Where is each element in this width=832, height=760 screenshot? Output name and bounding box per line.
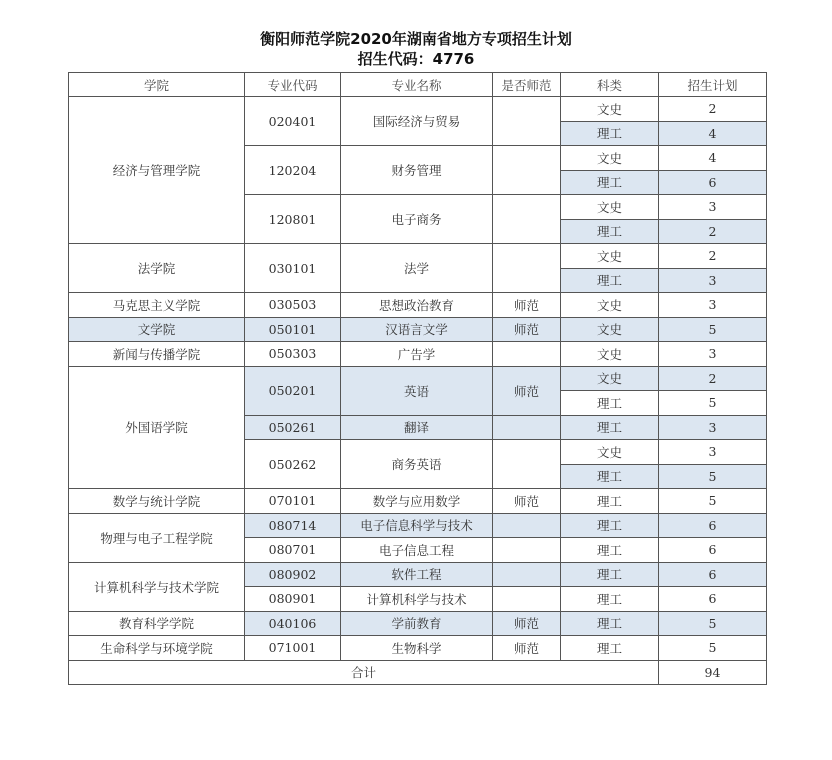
normal-cell: 师范 bbox=[493, 317, 561, 342]
subject-cell: 理工 bbox=[561, 464, 659, 489]
college-cell: 计算机科学与技术学院 bbox=[69, 562, 245, 611]
subject-cell: 理工 bbox=[561, 587, 659, 612]
table-row bbox=[69, 611, 767, 636]
plan-cell: 6 bbox=[659, 513, 767, 538]
table-row bbox=[69, 342, 767, 367]
header-major: 专业名称 bbox=[341, 73, 493, 97]
plan-cell: 4 bbox=[659, 121, 767, 146]
code-cell: 080902 bbox=[245, 562, 341, 587]
normal-cell bbox=[493, 244, 561, 293]
normal-cell bbox=[493, 415, 561, 440]
subject-cell: 文史 bbox=[561, 97, 659, 122]
subject-cell: 文史 bbox=[561, 146, 659, 171]
college-cell: 法学院 bbox=[69, 244, 245, 293]
plan-cell: 5 bbox=[659, 464, 767, 489]
college-cell: 马克思主义学院 bbox=[69, 293, 245, 318]
normal-cell bbox=[493, 513, 561, 538]
code-cell: 050303 bbox=[245, 342, 341, 367]
code-cell: 080701 bbox=[245, 538, 341, 563]
code-cell: 120204 bbox=[245, 146, 341, 195]
college-cell: 物理与电子工程学院 bbox=[69, 513, 245, 562]
subject-cell: 理工 bbox=[561, 415, 659, 440]
major-cell: 商务英语 bbox=[341, 440, 493, 489]
college-cell: 新闻与传播学院 bbox=[69, 342, 245, 367]
subject-cell: 理工 bbox=[561, 489, 659, 514]
total-value: 94 bbox=[659, 660, 767, 685]
college-cell: 生命科学与环境学院 bbox=[69, 636, 245, 661]
plan-cell: 4 bbox=[659, 146, 767, 171]
enrollment-plan-table bbox=[68, 72, 767, 685]
subject-cell: 文史 bbox=[561, 440, 659, 465]
code-cell: 020401 bbox=[245, 97, 341, 146]
code-cell: 030503 bbox=[245, 293, 341, 318]
college-cell: 数学与统计学院 bbox=[69, 489, 245, 514]
major-cell: 电子信息工程 bbox=[341, 538, 493, 563]
normal-cell bbox=[493, 562, 561, 587]
code-cell: 071001 bbox=[245, 636, 341, 661]
major-cell: 汉语言文学 bbox=[341, 317, 493, 342]
header-college: 学院 bbox=[69, 73, 245, 97]
total-label: 合计 bbox=[69, 660, 659, 685]
normal-cell bbox=[493, 587, 561, 612]
subject-cell: 文史 bbox=[561, 293, 659, 318]
code-cell: 040106 bbox=[245, 611, 341, 636]
plan-cell: 5 bbox=[659, 317, 767, 342]
subject-cell: 理工 bbox=[561, 170, 659, 195]
plan-cell: 3 bbox=[659, 293, 767, 318]
subject-cell: 理工 bbox=[561, 636, 659, 661]
college-cell: 外国语学院 bbox=[69, 366, 245, 489]
admission-code: 招生代码：4776 bbox=[357, 50, 475, 68]
table-row bbox=[69, 293, 767, 318]
major-cell: 电子商务 bbox=[341, 195, 493, 244]
subject-cell: 理工 bbox=[561, 513, 659, 538]
table-row bbox=[69, 366, 767, 391]
header-normal: 是否师范 bbox=[493, 73, 561, 97]
normal-cell: 师范 bbox=[493, 611, 561, 636]
header-code: 专业代码 bbox=[245, 73, 341, 97]
normal-cell bbox=[493, 342, 561, 367]
table-row bbox=[69, 317, 767, 342]
major-cell: 学前教育 bbox=[341, 611, 493, 636]
plan-cell: 3 bbox=[659, 268, 767, 293]
subject-cell: 理工 bbox=[561, 121, 659, 146]
plan-cell: 2 bbox=[659, 244, 767, 269]
major-cell: 国际经济与贸易 bbox=[341, 97, 493, 146]
plan-cell: 6 bbox=[659, 562, 767, 587]
normal-cell bbox=[493, 440, 561, 489]
plan-cell: 5 bbox=[659, 611, 767, 636]
code-cell: 050262 bbox=[245, 440, 341, 489]
major-cell: 英语 bbox=[341, 366, 493, 415]
total-row bbox=[69, 660, 767, 685]
header-subject: 科类 bbox=[561, 73, 659, 97]
major-cell: 数学与应用数学 bbox=[341, 489, 493, 514]
plan-cell: 2 bbox=[659, 97, 767, 122]
code-cell: 050101 bbox=[245, 317, 341, 342]
code-cell: 050201 bbox=[245, 366, 341, 415]
plan-cell: 6 bbox=[659, 170, 767, 195]
normal-cell: 师范 bbox=[493, 636, 561, 661]
table-header-row bbox=[69, 73, 767, 97]
subject-cell: 理工 bbox=[561, 611, 659, 636]
major-cell: 广告学 bbox=[341, 342, 493, 367]
table-row bbox=[69, 244, 767, 269]
code-cell: 070101 bbox=[245, 489, 341, 514]
major-cell: 生物科学 bbox=[341, 636, 493, 661]
code-cell: 050261 bbox=[245, 415, 341, 440]
subject-cell: 理工 bbox=[561, 562, 659, 587]
code-cell: 030101 bbox=[245, 244, 341, 293]
plan-cell: 6 bbox=[659, 587, 767, 612]
plan-cell: 5 bbox=[659, 636, 767, 661]
plan-cell: 2 bbox=[659, 366, 767, 391]
normal-cell: 师范 bbox=[493, 489, 561, 514]
normal-cell bbox=[493, 538, 561, 563]
table-row bbox=[69, 636, 767, 661]
table-row bbox=[69, 489, 767, 514]
subject-cell: 理工 bbox=[561, 391, 659, 416]
subject-cell: 文史 bbox=[561, 366, 659, 391]
normal-cell bbox=[493, 146, 561, 195]
subject-cell: 理工 bbox=[561, 219, 659, 244]
plan-cell: 2 bbox=[659, 219, 767, 244]
major-cell: 法学 bbox=[341, 244, 493, 293]
college-cell: 经济与管理学院 bbox=[69, 97, 245, 244]
subject-cell: 文史 bbox=[561, 195, 659, 220]
code-cell: 080901 bbox=[245, 587, 341, 612]
subject-cell: 理工 bbox=[561, 268, 659, 293]
plan-cell: 3 bbox=[659, 415, 767, 440]
major-cell: 电子信息科学与技术 bbox=[341, 513, 493, 538]
normal-cell bbox=[493, 97, 561, 146]
subject-cell: 理工 bbox=[561, 538, 659, 563]
table-row bbox=[69, 97, 767, 122]
subject-cell: 文史 bbox=[561, 244, 659, 269]
code-cell: 080714 bbox=[245, 513, 341, 538]
subject-cell: 文史 bbox=[561, 317, 659, 342]
major-cell: 财务管理 bbox=[341, 146, 493, 195]
code-cell: 120801 bbox=[245, 195, 341, 244]
page-title: 衡阳师范学院2020年湖南省地方专项招生计划 bbox=[260, 30, 572, 48]
plan-cell: 6 bbox=[659, 538, 767, 563]
major-cell: 翻译 bbox=[341, 415, 493, 440]
normal-cell: 师范 bbox=[493, 293, 561, 318]
plan-cell: 5 bbox=[659, 391, 767, 416]
major-cell: 软件工程 bbox=[341, 562, 493, 587]
major-cell: 计算机科学与技术 bbox=[341, 587, 493, 612]
table-row bbox=[69, 562, 767, 587]
major-cell: 思想政治教育 bbox=[341, 293, 493, 318]
plan-cell: 5 bbox=[659, 489, 767, 514]
plan-cell: 3 bbox=[659, 342, 767, 367]
header-plan: 招生计划 bbox=[659, 73, 767, 97]
normal-cell: 师范 bbox=[493, 366, 561, 415]
subject-cell: 文史 bbox=[561, 342, 659, 367]
table-row bbox=[69, 513, 767, 538]
plan-cell: 3 bbox=[659, 440, 767, 465]
college-cell: 文学院 bbox=[69, 317, 245, 342]
plan-cell: 3 bbox=[659, 195, 767, 220]
normal-cell bbox=[493, 195, 561, 244]
college-cell: 教育科学学院 bbox=[69, 611, 245, 636]
